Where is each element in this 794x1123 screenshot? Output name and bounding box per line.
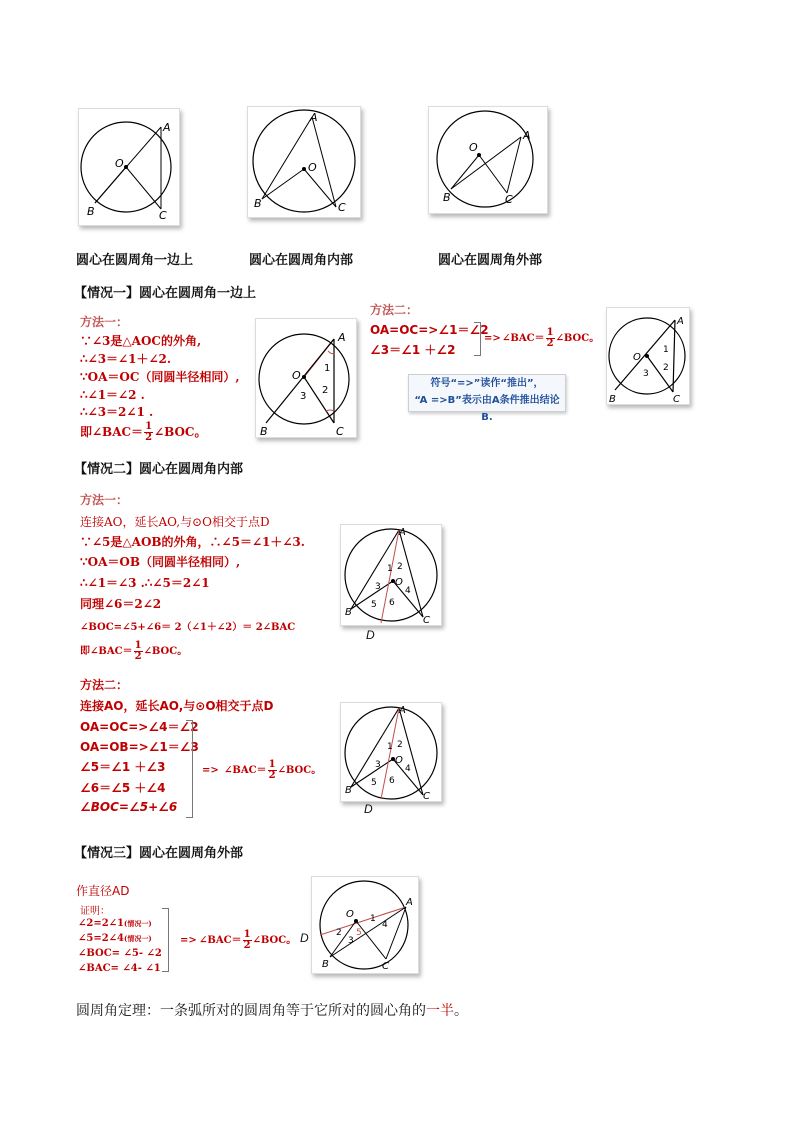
case2-m1-line: 连接AO，延长AO,与⊙O相交于点D — [80, 515, 270, 529]
svg-text:2: 2 — [397, 740, 403, 750]
case1-m1-line: ∵∠3是△AOC的外角, — [80, 334, 202, 348]
svg-text:5: 5 — [356, 928, 362, 938]
case1-title: 【情况一】圆心在圆周角一边上 — [74, 286, 257, 301]
svg-text:C: C — [338, 201, 346, 214]
case1-m2-line: ∠3＝∠1 ＋∠2 — [370, 343, 456, 357]
case3-line: ∠BAC= ∠4- ∠1 — [78, 963, 161, 974]
svg-text:C: C — [673, 394, 680, 404]
svg-text:4: 4 — [405, 586, 411, 596]
svg-text:1: 1 — [370, 914, 376, 924]
svg-text:3: 3 — [348, 936, 354, 946]
case1-m2-line: OA=OC=>∠1＝∠2 — [370, 323, 489, 337]
case2-m2-line: ∠BOC=∠5+∠6 — [80, 800, 178, 814]
svg-text:A: A — [523, 129, 531, 142]
svg-text:B: B — [87, 205, 95, 218]
case2-m2-line: OA=OB=>∠1＝∠3 — [80, 740, 199, 754]
case1-m2-arrow: => — [484, 333, 501, 344]
figure-inside — [247, 106, 361, 218]
case3-d-label: D — [300, 931, 309, 945]
case1-note — [408, 374, 566, 423]
svg-text:A: A — [399, 705, 406, 716]
theorem — [76, 1000, 468, 1020]
case1-m1-label: 方法一： — [80, 315, 129, 329]
case2-figure-method1 — [340, 524, 442, 626]
svg-text:O: O — [346, 909, 354, 920]
svg-text:C: C — [505, 193, 513, 206]
case2-m2-brace — [186, 720, 193, 818]
case1-figure-method1 — [255, 318, 357, 438]
svg-text:B: B — [260, 425, 268, 437]
svg-text:6: 6 — [389, 598, 395, 608]
svg-text:O: O — [308, 161, 317, 174]
svg-text:B: B — [254, 197, 262, 210]
case2-m2-line: 连接AO，延长AO,与⊙O相交于点D — [80, 699, 274, 713]
svg-text:C: C — [382, 961, 389, 972]
svg-text:3: 3 — [300, 391, 307, 402]
case1-m2-label: 方法二： — [370, 303, 419, 317]
theorem-text: 圆周角定理：一条弧所对的圆周角等于它所对的圆心角的 — [76, 1003, 426, 1019]
svg-text:2: 2 — [336, 928, 342, 938]
svg-text:B: B — [443, 191, 451, 204]
svg-text:1: 1 — [387, 564, 393, 574]
svg-text:O: O — [292, 369, 301, 382]
svg-text:C: C — [423, 791, 430, 801]
figure-on-side — [78, 108, 180, 226]
svg-text:B: B — [609, 394, 616, 404]
svg-text:O: O — [395, 755, 403, 766]
case3-label: 作直径AD — [76, 884, 130, 898]
svg-text:A: A — [406, 897, 413, 908]
svg-text:O: O — [395, 577, 403, 588]
case1-m1-line: ∵OA＝OC（同圆半径相同）, — [80, 370, 240, 384]
case1-figure-method2 — [606, 307, 690, 405]
case1-m2-brace — [474, 322, 481, 356]
svg-text:C: C — [423, 615, 430, 625]
svg-text:B: B — [345, 785, 352, 796]
svg-text:2: 2 — [322, 385, 329, 396]
case2-m1-line: ∠BOC=∠5+∠6＝ 2（∠1＋∠2）＝ 2∠BAC — [80, 622, 296, 633]
label-o: O — [115, 157, 124, 170]
svg-text:O: O — [469, 141, 478, 154]
svg-text:3: 3 — [643, 369, 649, 379]
case2-m2-line: ∠5＝∠1 ＋∠3 — [80, 760, 166, 774]
case3-line: ∠5=2∠4(情况一) — [78, 933, 152, 944]
svg-text:5: 5 — [371, 778, 377, 788]
caption-outside: 圆心在圆周角外部 — [438, 253, 543, 268]
svg-text:6: 6 — [389, 776, 395, 786]
case2-m1-result: 即∠BAC＝ $\frac{1}{2}$ ∠BOC。 — [80, 640, 188, 662]
case2-m1-line: 同理∠6＝2∠2 — [80, 597, 162, 611]
caption-on-side: 圆心在圆周角一边上 — [76, 253, 194, 268]
case2-title: 【情况二】圆心在圆周角内部 — [74, 462, 244, 477]
theorem-highlight: 一半 — [426, 1003, 454, 1019]
svg-text:C: C — [336, 425, 344, 437]
figure-outside — [428, 106, 548, 214]
case2-d-label-2: D — [364, 802, 373, 816]
svg-text:O: O — [633, 352, 641, 363]
svg-text:1: 1 — [387, 742, 393, 752]
case2-m2-line: ∠6＝∠5 ＋∠4 — [80, 781, 166, 795]
svg-text:A: A — [399, 527, 406, 538]
note-line: 符号“=>”读作“推出”， — [430, 378, 544, 389]
svg-text:4: 4 — [405, 764, 411, 774]
svg-text:2: 2 — [397, 562, 403, 572]
case3-figure — [311, 876, 419, 974]
case2-m2-arrow: => — [202, 765, 219, 776]
svg-text:5: 5 — [371, 600, 377, 610]
svg-text:1: 1 — [663, 345, 669, 355]
case1-m1-line: ∴∠1＝∠2 . — [80, 388, 145, 402]
svg-text:A: A — [677, 316, 684, 327]
svg-text:A: A — [163, 121, 171, 134]
case3-line: ∠2=2∠1(情况一) — [78, 918, 152, 929]
case3-line: 证明： — [80, 906, 110, 917]
case2-d-label-1: D — [366, 628, 375, 642]
case2-m1-label: 方法一： — [80, 493, 129, 507]
case3-brace — [162, 908, 169, 972]
case3-title: 【情况三】圆心在圆周角外部 — [74, 846, 244, 861]
theorem-end: 。 — [454, 1003, 468, 1019]
svg-text:B: B — [322, 959, 329, 970]
svg-text:B: B — [345, 607, 352, 618]
svg-text:2: 2 — [663, 363, 669, 373]
case1-m1-line: ∴∠3＝2∠1 . — [80, 405, 154, 419]
case2-m1-line: ∴∠1＝∠3 .∴∠5＝2∠1 — [80, 576, 210, 590]
svg-text:3: 3 — [375, 760, 381, 770]
svg-text:C: C — [159, 209, 167, 222]
case2-m2-result: ∠BAC＝ $\frac{1}{2}$ ∠BOC。 — [224, 759, 322, 781]
case3-result: ∠BAC＝ $\frac{1}{2}$ ∠BOC。 — [199, 929, 297, 951]
svg-text:A: A — [338, 331, 346, 344]
svg-text:4: 4 — [382, 920, 388, 930]
note-line: “A =>B”表示由A条件推出结论B. — [414, 395, 560, 423]
case2-m2-line: OA=OC=>∠4＝∠2 — [80, 720, 199, 734]
case1-m2-result: ∠BAC＝ $\frac{1}{2}$ ∠BOC。 — [502, 327, 600, 349]
case1-m1-line: ∴∠3＝∠1＋∠2. — [80, 352, 172, 366]
svg-text:A: A — [310, 111, 318, 124]
case3-line: ∠BOC= ∠5- ∠2 — [78, 948, 162, 959]
caption-inside: 圆心在圆周角内部 — [249, 253, 354, 268]
case2-figure-method2 — [340, 702, 442, 802]
case2-m2-label: 方法二： — [80, 678, 129, 692]
svg-text:1: 1 — [324, 363, 331, 374]
svg-text:3: 3 — [375, 582, 381, 592]
case2-m1-line: ∵∠5是△AOB的外角，∴∠5＝∠1＋∠3. — [80, 535, 305, 549]
case1-m1-result: 即∠BAC＝ $\frac{1}{2}$ ∠BOC。 — [80, 421, 207, 443]
case2-m1-line: ∵OA＝OB（同圆半径相同）, — [80, 555, 241, 569]
case3-arrow: => — [180, 935, 197, 946]
